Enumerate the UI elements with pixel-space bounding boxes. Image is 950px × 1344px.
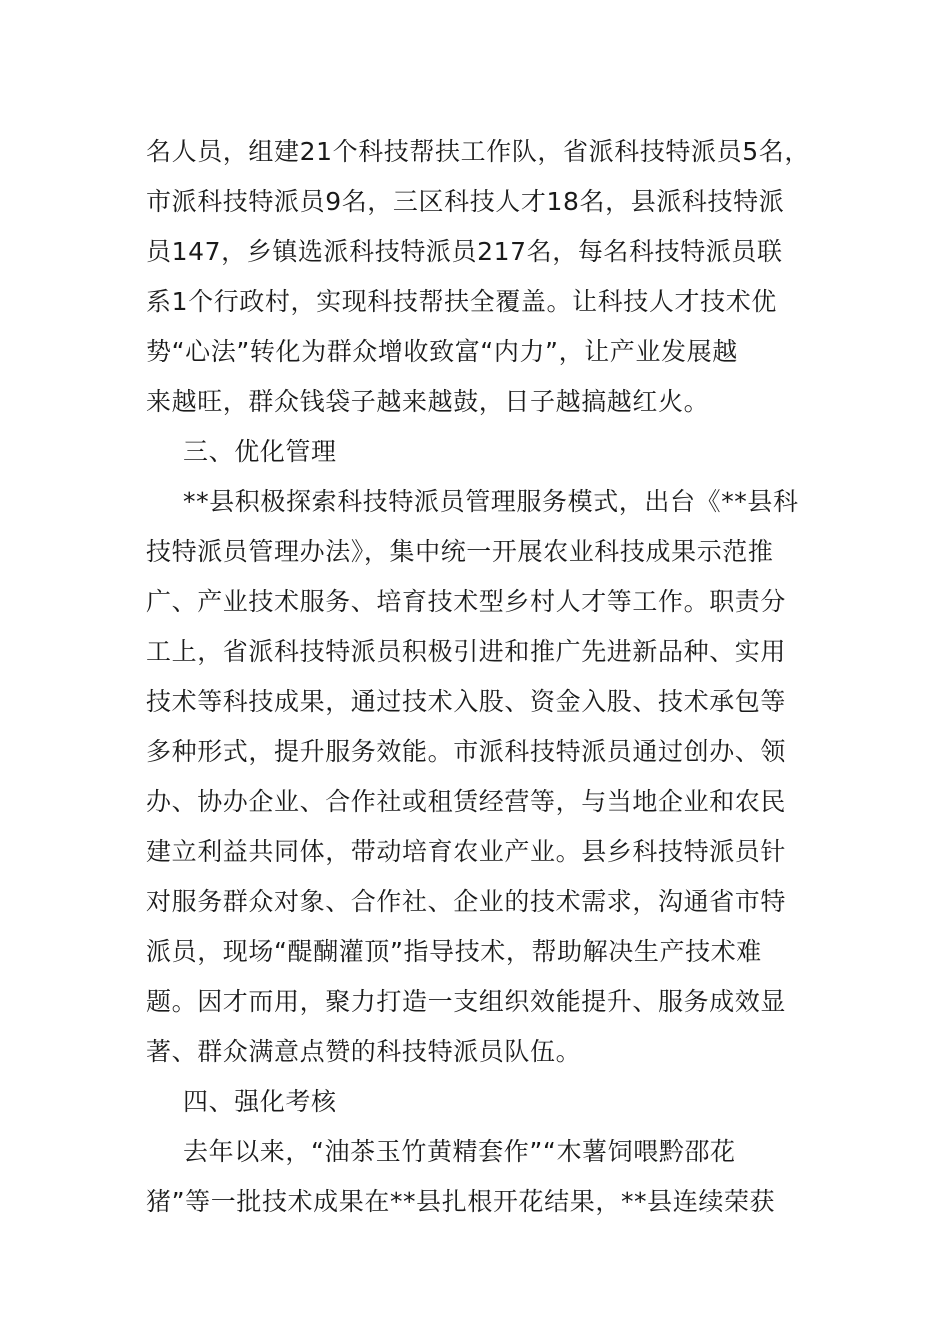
paragraph-line: 派员，现场“醍醐灌顶”指导技术，帮助解决生产技术难 xyxy=(146,937,762,966)
paragraph-line: 市派科技特派员9名，三区科技人才18名，县派科技特派 xyxy=(146,187,785,216)
paragraph-line: 对服务群众对象、合作社、企业的技术需求，沟通省市特 xyxy=(146,887,787,916)
paragraph-line: 技特派员管理办法》，集中统一开展农业科技成果示范推 xyxy=(146,537,774,566)
paragraph-line: 建立利益共同体，带动培育农业产业。县乡科技特派员针 xyxy=(146,837,787,866)
paragraph-line: 办、协办企业、合作社或租赁经营等，与当地企业和农民 xyxy=(146,787,787,816)
paragraph-line: 多种形式，提升服务效能。市派科技特派员通过创办、领 xyxy=(146,737,787,766)
paragraph-line: 猪”等一批技术成果在**县扎根开花结果，**县连续荣获 xyxy=(146,1187,776,1216)
section-4-heading: 四、强化考核 xyxy=(183,1087,337,1116)
paragraph-line: 员147，乡镇选派科技特派员217名，每名科技特派员联 xyxy=(146,237,783,266)
paragraph-line: 技术等科技成果，通过技术入股、资金入股、技术承包等 xyxy=(146,687,787,716)
paragraph-line: 广、产业技术服务、培育技术型乡村人才等工作。职责分 xyxy=(146,587,787,616)
paragraph-line: 势“心法”转化为群众增收致富“内力”，让产业发展越 xyxy=(146,337,738,366)
paragraph-line: 去年以来，“油茶玉竹黄精套作”“木薯饲喂黔邵花 xyxy=(183,1137,736,1166)
paragraph-line: 题。因才而用，聚力打造一支组织效能提升、服务成效显 xyxy=(146,987,787,1016)
section-3-heading: 三、优化管理 xyxy=(183,437,337,466)
paragraph-line: 系1个行政村，实现科技帮扶全覆盖。让科技人才技术优 xyxy=(146,287,777,316)
paragraph-line: 名人员，组建21个科技帮扶工作队，省派科技特派员5名， xyxy=(146,137,810,166)
paragraph-line: 来越旺，群众钱袋子越来越鼓，日子越搞越红火。 xyxy=(146,387,710,416)
paragraph-line: 著、群众满意点赞的科技特派员队伍。 xyxy=(146,1037,582,1066)
paragraph-line: 工上，省派科技特派员积极引进和推广先进新品种、实用 xyxy=(146,637,787,666)
paragraph-line: **县积极探索科技特派员管理服务模式，出台《**县科 xyxy=(183,487,799,516)
